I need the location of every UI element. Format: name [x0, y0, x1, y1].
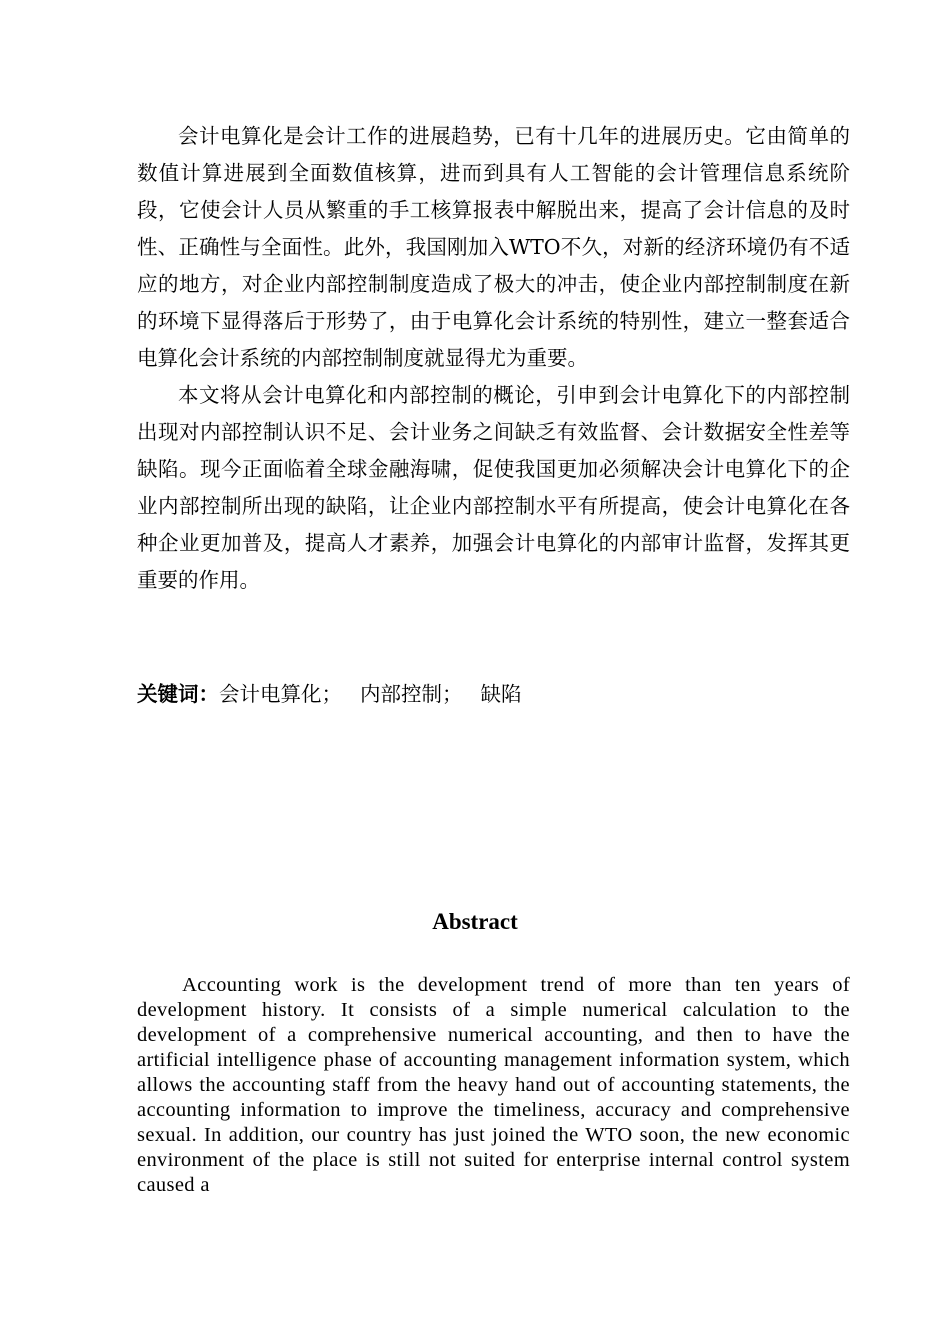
english-abstract-body: [137, 973, 850, 1198]
chinese-abstract-body: [137, 118, 850, 599]
keywords-label: 关键词：: [137, 682, 219, 706]
keyword-item: 缺陷: [480, 682, 522, 706]
keywords-line: [137, 676, 850, 713]
chinese-paragraph-1: 会计电算化是会计工作的进展趋势，已有十几年的进展历史。它由简单的数值计算进展到全面数值核算，进而到具有人工智能的会计管理信息系统阶段，它使会计人员从繁重的手工核算报表中解脱出来，提高了会计信息的及时性、正确性与全面性。此外，我国刚加入WTO不久，对新的经济环境仍有不适应的地方，对企业内部控制制度造成了极大的冲击，使企业内部控制制度在新的环境下显得落后于形势了，由于电算化会计系统的特别性，建立一整套适合电算化会计系统的内部控制制度就显得尤为重要。: [137, 124, 850, 370]
keyword-item: 会计电算化；: [219, 682, 342, 706]
english-paragraph: Accounting work is the development trend of more than ten years of development history. It consists of a simple numerical calculation to the development of a comprehensive numerical accounting, and then to have the artificial intelligence phase of accounting management information system, which allows the accounting staff from the heavy hand out of accounting statements, the accounting information to improve the timeliness, accuracy and comprehensive sexual. In addition, our country has just joined the WTO soon, the new economic environment of the place is still not suited for enterprise internal control system caused a: [137, 974, 850, 1196]
keyword-item: 内部控制；: [360, 682, 463, 706]
chinese-paragraph-2: 本文将从会计电算化和内部控制的概论，引申到会计电算化下的内部控制出现对内部控制认识不足、会计业务之间缺乏有效监督、会计数据安全性差等缺陷。现今正面临着全球金融海啸，促使我国更加必须解决会计电算化下的企业内部控制所出现的缺陷，让企业内部控制水平有所提高，使会计电算化在各种企业更加普及，提高人才素养，加强会计电算化的内部审计监督，发挥其更重要的作用。: [137, 383, 850, 592]
english-abstract-title: Abstract: [432, 909, 518, 934]
